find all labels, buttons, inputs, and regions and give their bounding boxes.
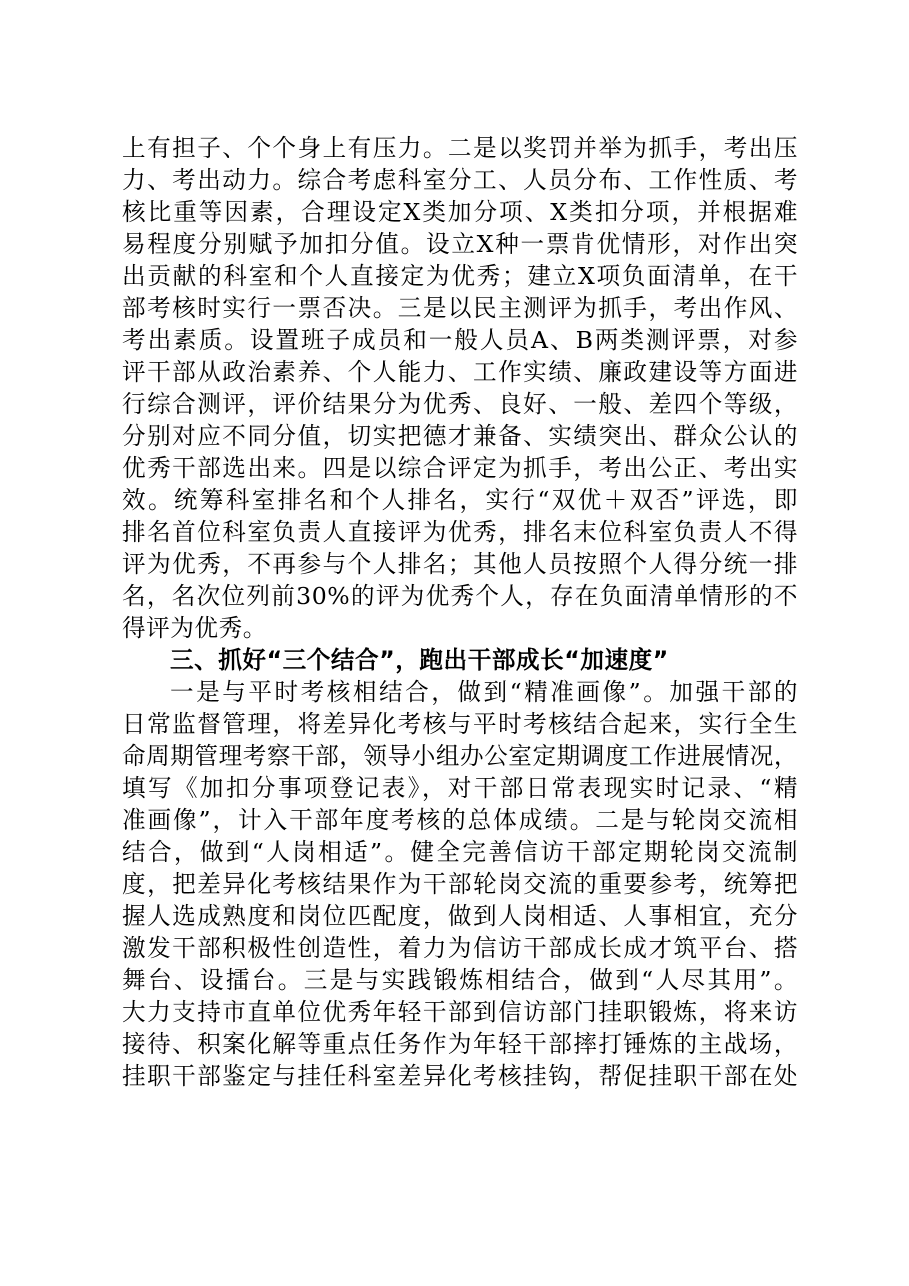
text-line: 舞台、设擂台。三是与实践锻炼相结合，做到“人尽其用”。	[122, 966, 798, 994]
text-line: 评干部从政治素养、个人能力、工作实绩、廉政建设等方面进	[122, 358, 798, 386]
text-line: 出贡献的科室和个人直接定为优秀；建立X项负面清单，在干	[122, 262, 798, 290]
text-line: 握人选成熟度和岗位匹配度，做到人岗相适、人事相宜，充分	[122, 902, 798, 930]
text-line: 行综合测评，评价结果分为优秀、良好、一般、差四个等级，	[122, 390, 798, 418]
text-line: 结合，做到“人岗相适”。健全完善信访干部定期轮岗交流制	[122, 838, 798, 866]
section-heading: 三、抓好“三个结合”，跑出干部成长“加速度”	[170, 646, 669, 674]
text-line: 部考核时实行一票否决。三是以民主测评为抓手，考出作风、	[122, 294, 798, 322]
text-line: 分别对应不同分值，切实把德才兼备、实绩突出、群众公认的	[122, 422, 798, 450]
text-line: 考出素质。设置班子成员和一般人员A、B两类测评票，对参	[122, 326, 798, 354]
text-line: 易程度分别赋予加扣分值。设立X种一票肯优情形，对作出突	[122, 230, 798, 258]
text-line: 准画像”，计入干部年度考核的总体成绩。二是与轮岗交流相	[122, 806, 798, 834]
text-line: 激发干部积极性创造性，着力为信访干部成长成才筑平台、搭	[122, 934, 798, 962]
text-line: 优秀干部选出来。四是以综合评定为抓手，考出公正、考出实	[122, 454, 798, 482]
text-line: 一是与平时考核相结合，做到“精准画像”。加强干部的	[170, 678, 798, 706]
text-line: 上有担子、个个身上有压力。二是以奖罚并举为抓手，考出压	[122, 134, 798, 162]
text-line: 得评为优秀。	[122, 614, 267, 642]
text-line: 力、考出动力。综合考虑科室分工、人员分布、工作性质、考	[122, 166, 798, 194]
text-line: 填写《加扣分事项登记表》，对干部日常表现实时记录、“精	[122, 774, 798, 802]
text-line: 命周期管理考察干部，领导小组办公室定期调度工作进展情况，	[122, 742, 799, 770]
text-line: 接待、积案化解等重点任务作为年轻干部摔打锤炼的主战场，	[122, 1030, 798, 1058]
text-line: 名，名次位列前30%的评为优秀个人，存在负面清单情形的不	[122, 582, 798, 610]
text-line: 日常监督管理，将差异化考核与平时考核结合起来，实行全生	[122, 710, 798, 738]
text-line: 度，把差异化考核结果作为干部轮岗交流的重要参考，统筹把	[122, 870, 798, 898]
text-line: 排名首位科室负责人直接评为优秀，排名末位科室负责人不得	[122, 518, 798, 546]
text-line: 大力支持市直单位优秀年轻干部到信访部门挂职锻炼，将来访	[122, 998, 798, 1026]
text-line: 挂职干部鉴定与挂任科室差异化考核挂钩，帮促挂职干部在处	[122, 1062, 798, 1090]
text-line: 核比重等因素，合理设定X类加分项、X类扣分项，并根据难	[122, 198, 798, 226]
body-text	[122, 132, 798, 1092]
text-line: 效。统筹科室排名和个人排名，实行“双优＋双否”评选，即	[122, 486, 798, 514]
text-line: 评为优秀，不再参与个人排名；其他人员按照个人得分统一排	[122, 550, 798, 578]
